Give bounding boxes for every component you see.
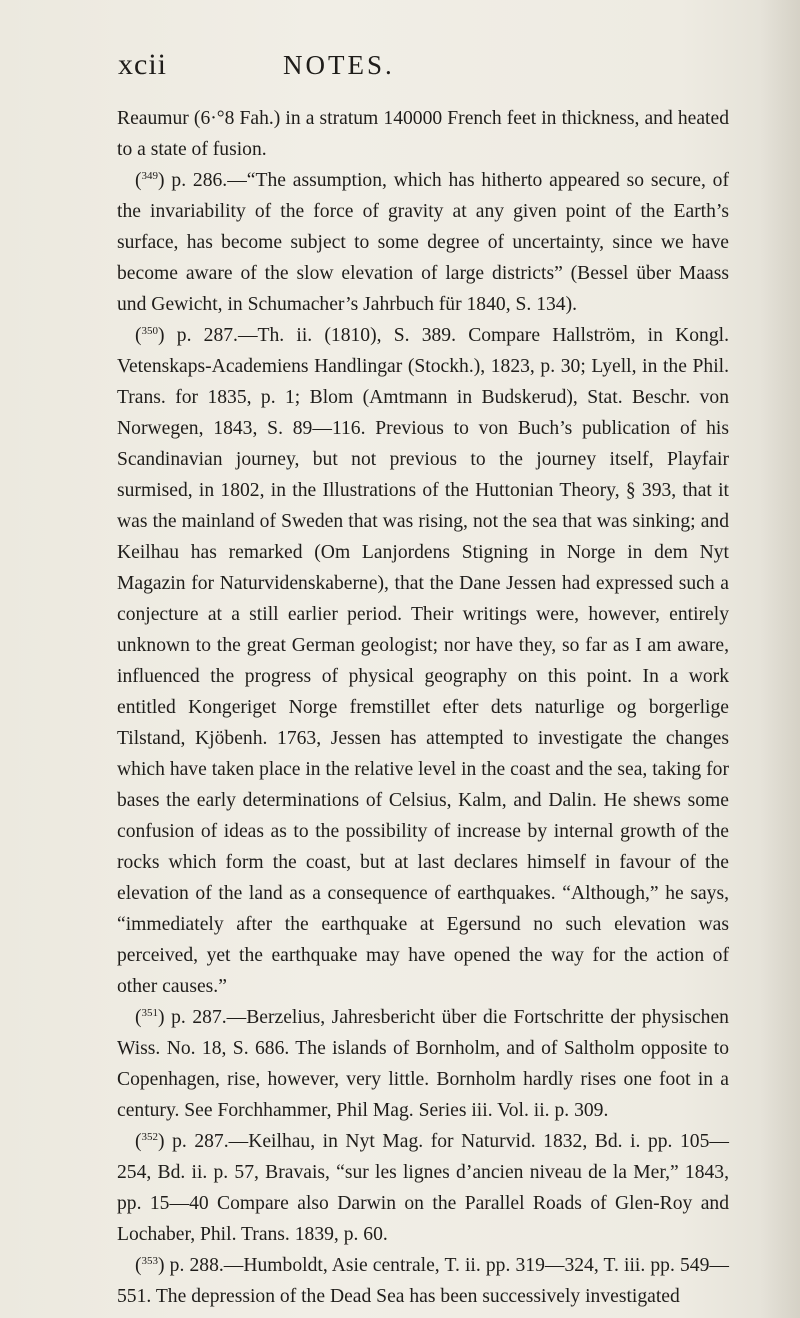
paragraph-text: p. 288.—Humboldt, Asie centrale, T. ii. pp. 319—324, T. iii. pp. 549—551. The depression of the Dead Sea has been successively investigated xyxy=(117,1255,729,1307)
note-351: ($^{351}$) p. 287.—Berzelius, Jahresbericht über die Fortschritte der physischen Wiss. No. 18, S. 686. The islands of Bornholm, and of Saltholm opposite to Copenhagen, rise, however, very little. Bornholm hardly rises one foot in a century. See Forchhammer, Phil Mag. Series iii. Vol. ii. p. 309. xyxy=(117,1007,729,1121)
note-350: ($^{350}$) p. 287.—Th. ii. (1810), S. 389. Compare Hallström, in Kongl. Vetenskaps-Academiens Handlingar (Stockh.), 1823, p. 30; Lyell, in the Phil. Trans. for 1835, p. 1; Blom (Amtmann in Budskerud), Stat. Beschr. von Norwegen, 1843, S. 89—116. Previous to von Buch’s publication of his Scandinavian journey, but not previous to the journey itself, Playfair surmised, in 1802, in the Illustrations of the Huttonian Theory, § 393, that it was the mainland of Sweden that was rising, not the sea that was sinking; and Keilhau has remarked (Om Lanjordens Stigning in Norge in dem Nyt Magazin for Naturvidenskaberne), that the Dane Jessen had expressed such a conjecture at a still earlier period. Their writings were, however, entirely unknown to the great German geologist; nor have they, so far as I am aware, influenced the progress of physical geography on this point. In a work entitled Kongeriget Norge fremstillet efter dets naturlige og borgerlige Tilstand, Kjöbenh. 1763, Jessen has attempted to investigate the changes which have taken place in the relative level in the coast and the sea, taking for bases the early determinations of Celsius, Kalm, and Dalin. He shews some confusion of ideas as to the possibility of increase by internal growth of the rocks which form the coast, but at last declares himself in favour of the elevation of the land as a consequence of earthquakes. “Although,” he says, “immediately after the earthquake at Egersund no such elevation was perceived, yet the earthquake may have opened the way for the action of other causes.” xyxy=(117,325,729,997)
running-title: NOTES. xyxy=(283,50,395,80)
note-353: ($^{353}$) p. 288.—Humboldt, Asie centrale, T. ii. pp. 319—324, T. iii. pp. 549—551. The depression of the Dead Sea has been successively investigated xyxy=(117,1255,729,1307)
note-number: 353 xyxy=(141,1255,159,1267)
paragraph-text: Reaumur (6·°8 Fah.) in a stratum 140000 French feet in thickness, and heated to a state of fusion. xyxy=(117,108,729,160)
paragraph-text: p. 286.—“The assumption, which has hitherto appeared so secure, of the invariability of the force of gravity at any given point of the Earth’s surface, has become subject to some degree of uncertainty, since we have become aware of the slow elevation of large districts” (Bessel über Maass und Gewicht, in Schumacher’s Jahrbuch für 1840, S. 134). xyxy=(117,170,729,315)
page-header xyxy=(118,48,710,88)
note-number: 351 xyxy=(141,1007,159,1019)
note-352: ($^{352}$) p. 287.—Keilhau, in Nyt Mag. for Naturvid. 1832, Bd. i. pp. 105—254, Bd. ii. p. 57, Bravais, “sur les lignes d’ancien niveau de la Mer,” 1843, pp. 15—40 Compare also Darwin on the Parallel Roads of Glen-Roy and Lochaber, Phil. Trans. 1839, p. 60. xyxy=(117,1131,729,1245)
notes-body xyxy=(117,103,729,1312)
paragraph-text: p. 287.—Th. ii. (1810), S. 389. Compare Hallström, in Kongl. Vetenskaps-Academiens Handlingar (Stockh.), 1823, p. 30; Lyell, in the Phil. Trans. for 1835, p. 1; Blom (Amtmann in Budskerud), Stat. Beschr. von Norwegen, 1843, S. 89—116. Previous to von Buch’s publication of his Scandinavian journey, but not previous to the journey itself, Playfair surmised, in 1802, in the Illustrations of the Huttonian Theory, § 393, that it was the mainland of Sweden that was rising, not the sea that was sinking; and Keilhau has remarked (Om Lanjordens Stigning in Norge in dem Nyt Magazin for Naturvidenskaberne), that the Dane Jessen had expressed such a conjecture at a still earlier period. Their writings were, however, entirely unknown to the great German geologist; nor have they, so far as I am aware, influenced the progress of physical geography on this point. In a work entitled Kongeriget Norge fremstillet efter dets naturlige og borgerlige Tilstand, Kjöbenh. 1763, Jessen has attempted to investigate the changes which have taken place in the relative level in the coast and the sea, taking for bases the early determinations of Celsius, Kalm, and Dalin. He shews some confusion of ideas as to the possibility of increase by internal growth of the rocks which form the coast, but at last declares himself in favour of the elevation of the land as a consequence of earthquakes. “Although,” he says, “immediately after the earthquake at Egersund no such elevation was perceived, yet the earthquake may have opened the way for the action of other causes.” xyxy=(117,325,729,997)
note-number: 349 xyxy=(141,170,159,182)
paragraph-text: p. 287.—Berzelius, Jahresbericht über die Fortschritte der physischen Wiss. No. 18, S. 686. The islands of Bornholm, and of Saltholm opposite to Copenhagen, rise, however, very little. Bornholm hardly rises one foot in a century. See Forchhammer, Phil Mag. Series iii. Vol. ii. p. 309. xyxy=(117,1007,729,1121)
note-number: 350 xyxy=(141,325,159,337)
note-number: 352 xyxy=(141,1131,159,1143)
note-349: ($^{349}$) p. 286.—“The assumption, which has hitherto appeared so secure, of the invariability of the force of gravity at any given point of the Earth’s surface, has become subject to some degree of uncertainty, since we have become aware of the slow elevation of large districts” (Bessel über Maass und Gewicht, in Schumacher’s Jahrbuch für 1840, S. 134). xyxy=(117,170,729,315)
paragraph-text: p. 287.—Keilhau, in Nyt Mag. for Naturvid. 1832, Bd. i. pp. 105—254, Bd. ii. p. 57, Bravais, “sur les lignes d’ancien niveau de la Mer,” 1843, pp. 15—40 Compare also Darwin on the Parallel Roads of Glen-Roy and Lochaber, Phil. Trans. 1839, p. 60. xyxy=(117,1131,729,1245)
note-paragraph-continuation xyxy=(117,103,729,165)
page-number: xcii xyxy=(118,48,167,81)
page-edge-shadow xyxy=(760,0,800,1318)
